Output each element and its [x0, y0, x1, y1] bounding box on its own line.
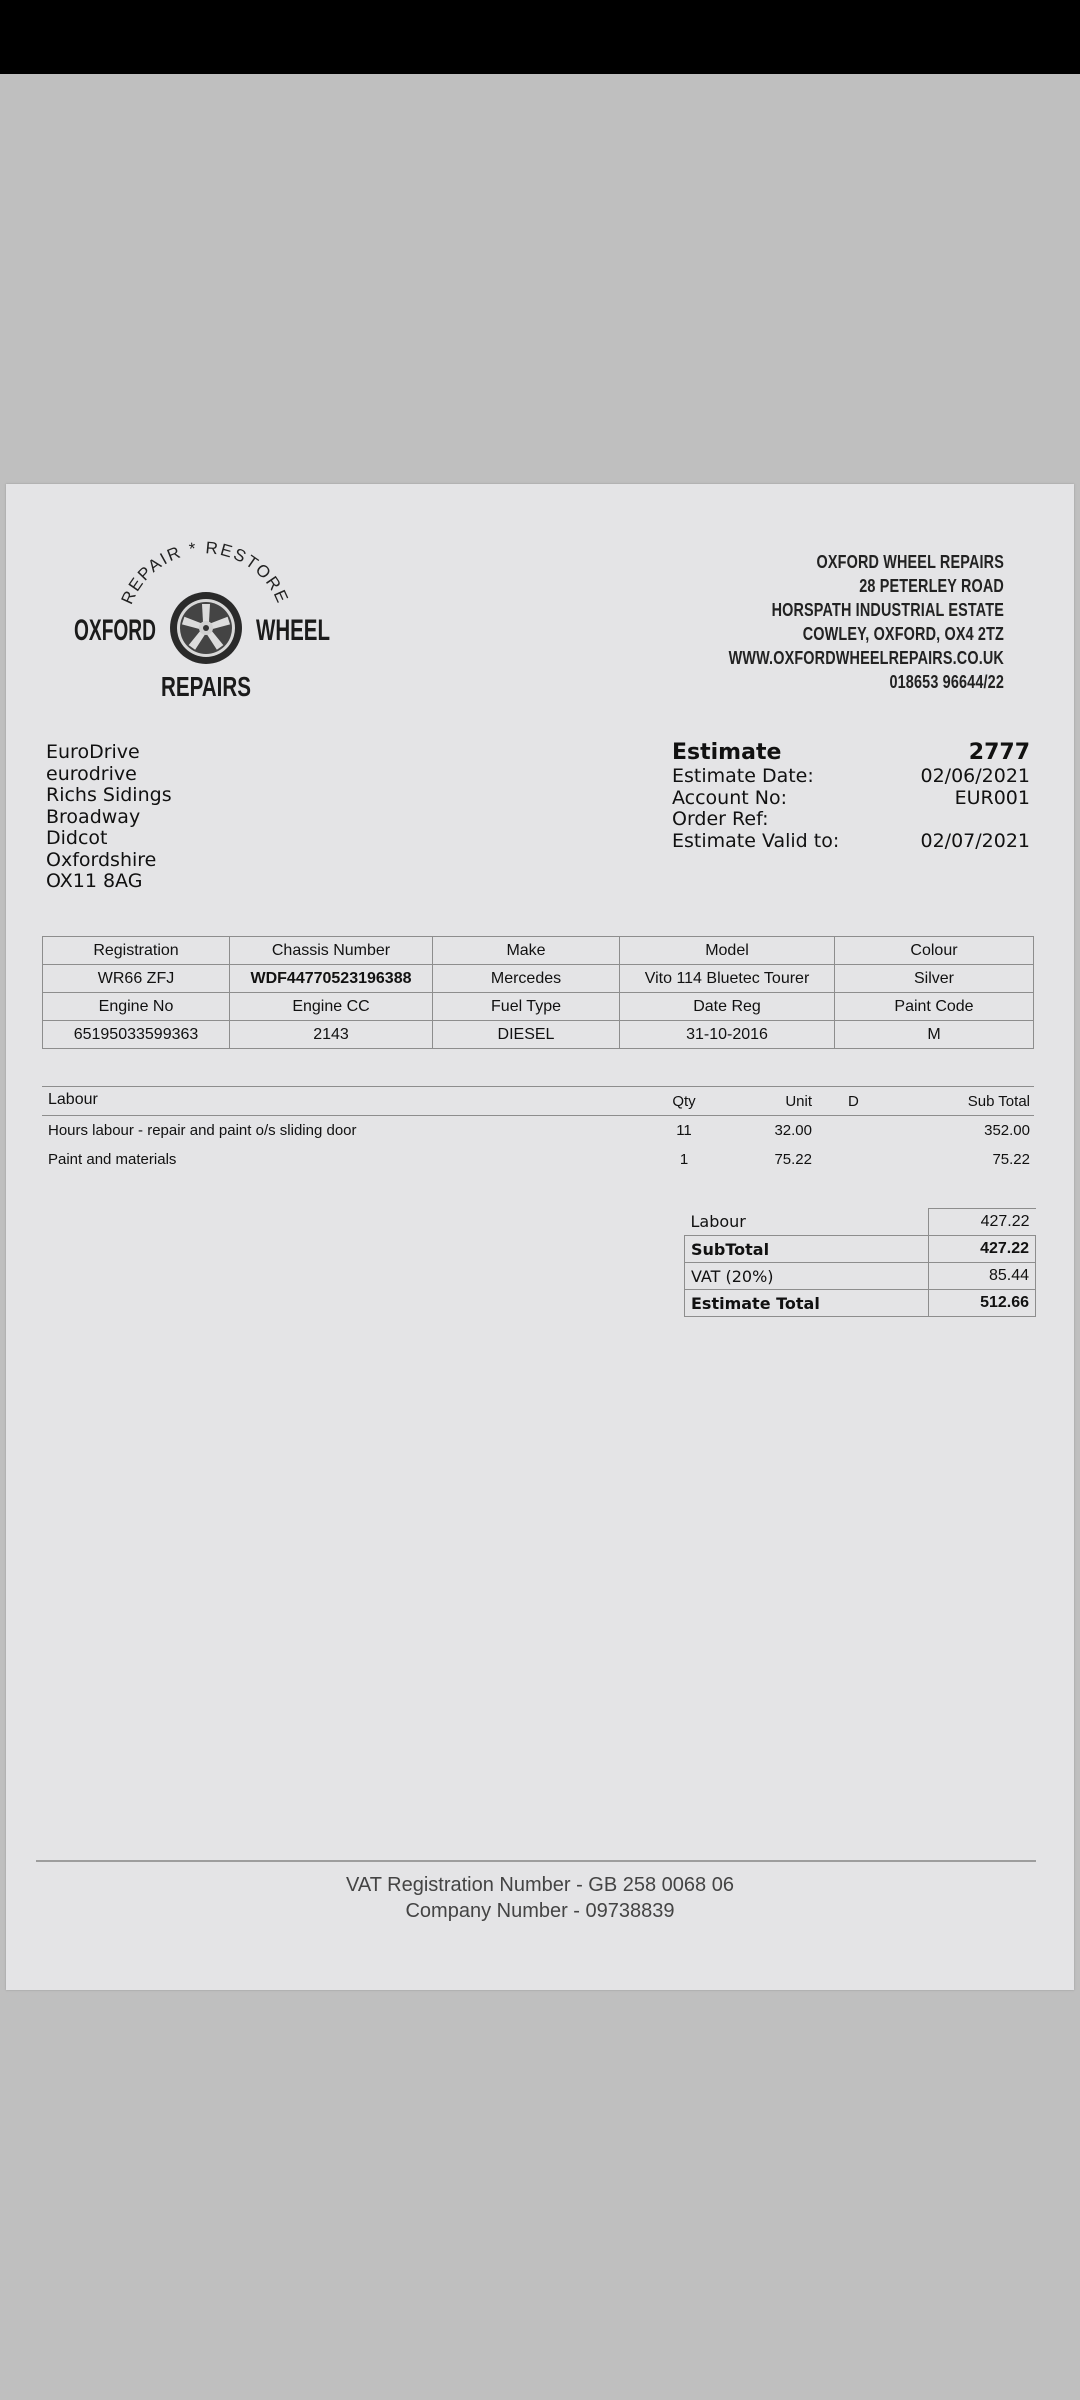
customer-line: Broadway	[46, 805, 141, 828]
vat-label: VAT (20%)	[685, 1263, 929, 1290]
company-town: COWLEY, OXFORD, OX4 2TZ	[802, 624, 1004, 644]
labour-row	[42, 1116, 1034, 1145]
date-reg-header: Date Reg	[620, 993, 835, 1021]
order-ref-label: Order Ref:	[672, 808, 769, 830]
valid-to-label: Estimate Valid to:	[672, 829, 840, 852]
logo-tagline: REPAIR * RESTORE	[117, 540, 293, 608]
customer-line: eurodrive	[46, 762, 137, 785]
company-phone: 018653 96644/22	[889, 672, 1004, 692]
footer-divider	[36, 1860, 1036, 1862]
logo-graphic	[70, 540, 340, 710]
customer-address	[46, 742, 172, 893]
labour-description: Hours labour - repair and paint o/s sliding door	[48, 1122, 357, 1139]
logo-word-bottom: REPAIRS	[161, 671, 251, 702]
customer-line: EuroDrive	[46, 741, 140, 763]
customer-line: Oxfordshire	[46, 848, 157, 871]
company-address	[684, 550, 1004, 694]
status-bar	[0, 0, 1080, 74]
vehicle-value-row	[43, 1021, 1034, 1049]
company-logo	[70, 540, 340, 705]
registration-header: Registration	[43, 937, 230, 965]
fuel-type-value: DIESEL	[433, 1021, 620, 1049]
vehicle-header-row	[43, 993, 1034, 1021]
labour-description: Paint and materials	[48, 1151, 177, 1168]
account-label: Account No:	[672, 786, 787, 809]
valid-to-row	[672, 831, 1030, 853]
model-value: Vito 114 Bluetec Tourer	[620, 965, 835, 993]
labour-header: Labour	[48, 1091, 98, 1108]
customer-line: Richs Sidings	[46, 784, 172, 806]
company-street: 28 PETERLEY ROAD	[859, 576, 1004, 596]
vehicle-table	[42, 936, 1034, 1049]
discount-header: D	[848, 1093, 859, 1110]
logo-word-right: WHEEL	[256, 614, 330, 647]
order-ref-row	[672, 809, 1030, 831]
qty-header: Qty	[672, 1093, 696, 1110]
account-value: EUR001	[954, 786, 1030, 809]
totals-labour-row	[685, 1209, 1036, 1236]
estimate-total-label: Estimate Total	[685, 1290, 929, 1317]
labour-qty: 1	[679, 1151, 689, 1168]
estimate-details	[672, 740, 1030, 852]
make-header: Make	[433, 937, 620, 965]
estimate-total-row	[685, 1290, 1036, 1317]
wheel-icon	[170, 592, 242, 664]
make-value: Mercedes	[433, 965, 620, 993]
colour-header: Colour	[835, 937, 1034, 965]
engine-no-value: 65195033599363	[43, 1021, 230, 1049]
labour-unit: 75.22	[774, 1151, 812, 1168]
estimate-total-value: 512.66	[929, 1290, 1036, 1317]
labour-subtotal: 352.00	[984, 1122, 1030, 1139]
labour-subtotal: 75.22	[992, 1151, 1030, 1168]
estimate-title: Estimate	[672, 740, 782, 765]
vat-registration: VAT Registration Number - GB 258 0068 06	[346, 1874, 734, 1896]
customer-line: OX11 8AG	[46, 870, 143, 892]
estimate-heading	[672, 740, 1030, 766]
engine-cc-header: Engine CC	[230, 993, 433, 1021]
labour-table	[42, 1086, 1034, 1174]
model-header: Model	[620, 937, 835, 965]
paint-code-value: M	[835, 1021, 1034, 1049]
vat-row	[685, 1263, 1036, 1290]
account-row	[672, 788, 1030, 810]
vehicle-value-row	[43, 965, 1034, 993]
vat-value: 85.44	[929, 1263, 1036, 1290]
subtotal-label: SubTotal	[685, 1236, 929, 1263]
company-name: OXFORD WHEEL REPAIRS	[816, 552, 1004, 572]
estimate-date-value: 02/06/2021	[920, 765, 1030, 787]
totals-table	[684, 1208, 1036, 1317]
estimate-document	[6, 484, 1074, 1990]
chassis-value: WDF44770523196388	[230, 965, 433, 993]
date-reg-value: 31-10-2016	[620, 1021, 835, 1049]
subtotal-row	[685, 1236, 1036, 1263]
labour-qty: 11	[676, 1122, 692, 1139]
estimate-date-label: Estimate Date:	[672, 765, 814, 787]
company-number: Company Number - 09738839	[405, 1900, 675, 1922]
fuel-type-header: Fuel Type	[433, 993, 620, 1021]
registration-value: WR66 ZFJ	[43, 965, 230, 993]
customer-line: Didcot	[46, 827, 108, 849]
subtotal-header: Sub Total	[967, 1093, 1030, 1110]
labour-unit: 32.00	[774, 1122, 812, 1139]
colour-value: Silver	[835, 965, 1034, 993]
estimate-date-row	[672, 766, 1030, 788]
logo-word-left: OXFORD	[74, 614, 156, 647]
labour-row	[42, 1145, 1034, 1174]
subtotal-value: 427.22	[929, 1236, 1036, 1263]
vehicle-header-row	[43, 937, 1034, 965]
company-estate: HORSPATH INDUSTRIAL ESTATE	[771, 600, 1004, 620]
totals-labour-value: 427.22	[929, 1209, 1036, 1236]
unit-header: Unit	[785, 1093, 812, 1110]
estimate-number: 2777	[968, 740, 1030, 765]
engine-cc-value: 2143	[230, 1021, 433, 1049]
chassis-header: Chassis Number	[230, 937, 433, 965]
labour-header-row	[42, 1086, 1034, 1116]
company-website: WWW.OXFORDWHEELREPAIRS.CO.UK	[728, 648, 1004, 668]
engine-no-header: Engine No	[43, 993, 230, 1021]
paint-code-header: Paint Code	[835, 993, 1034, 1021]
valid-to-value: 02/07/2021	[920, 829, 1030, 852]
totals-labour-label: Labour	[685, 1209, 929, 1236]
